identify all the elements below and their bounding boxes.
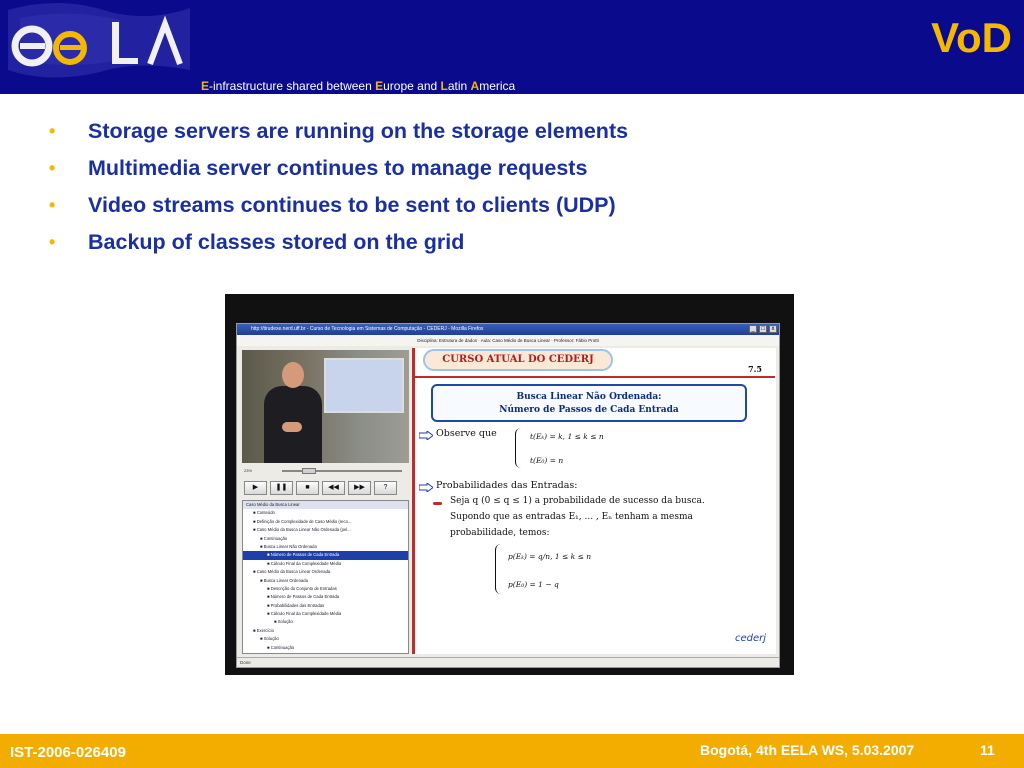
tagline-initial: E bbox=[375, 79, 384, 93]
tree-item[interactable]: ■ Exercício bbox=[253, 627, 274, 633]
tree-item[interactable]: ■ Continuação bbox=[267, 644, 295, 650]
footer-bar bbox=[0, 734, 1024, 768]
tree-item[interactable]: ■ Caso Médio da Busca Linear Não Ordenada (pel... bbox=[253, 527, 351, 533]
stop-button[interactable]: ■ bbox=[296, 481, 319, 495]
header-bar bbox=[0, 0, 1024, 94]
lesson-title-box bbox=[431, 384, 747, 422]
tagline-initial: E bbox=[201, 79, 210, 93]
bullet-item bbox=[46, 229, 628, 266]
arrow-icon bbox=[419, 431, 433, 440]
tagline-initial: L bbox=[440, 79, 448, 93]
presenter-head bbox=[282, 362, 304, 388]
minimize-icon[interactable]: _ bbox=[749, 325, 757, 333]
video-player[interactable] bbox=[242, 350, 409, 463]
dash-icon bbox=[433, 502, 442, 505]
bullet-item bbox=[46, 192, 628, 229]
projected-slide bbox=[324, 358, 404, 413]
bullet-text: Storage servers are running on the storage elements bbox=[88, 119, 629, 143]
tree-item[interactable]: ■ Caso Médio da Busca Linear Ordenada bbox=[253, 569, 331, 575]
rewind-button[interactable]: ◀◀ bbox=[322, 481, 345, 495]
presenter-hands bbox=[282, 422, 302, 432]
bullet-item bbox=[46, 118, 628, 155]
brace bbox=[515, 428, 523, 468]
maximize-icon[interactable]: □ bbox=[759, 325, 767, 333]
video-progress bbox=[242, 466, 409, 476]
math-expression: p(Eₖ) = q/n, 1 ≤ k ≤ n bbox=[508, 552, 592, 561]
event-info: Bogotá, 4th EELA WS, 5.03.2007 bbox=[700, 742, 915, 758]
lesson-title-line: Número de Passos de Cada Entrada bbox=[499, 405, 679, 415]
close-icon[interactable]: x bbox=[769, 325, 777, 333]
help-button[interactable]: ? bbox=[374, 481, 397, 495]
lesson-tree bbox=[242, 500, 409, 654]
tree-item[interactable]: ■ Cálculo Final da Complexidade Média bbox=[267, 611, 342, 617]
tagline-text: -infrastructure shared between bbox=[209, 79, 376, 93]
pause-button[interactable]: ❚❚ bbox=[270, 481, 293, 495]
player-controls bbox=[242, 479, 409, 497]
embedded-screenshot bbox=[225, 294, 794, 675]
window-buttons bbox=[749, 325, 777, 333]
status-bar: Done bbox=[237, 657, 779, 667]
tree-item[interactable]: ■ Conteúdo bbox=[253, 510, 275, 516]
prob-text: Supondo que as entradas E₁, ... , Eₙ tenham a mesma bbox=[450, 512, 693, 522]
seek-handle[interactable] bbox=[302, 468, 316, 474]
tree-item[interactable]: ■ Número de Passos de Cada Entrada bbox=[267, 594, 340, 600]
tagline-text: merica bbox=[479, 79, 516, 93]
window-title: http://tirudexe.nerd.uff.br - Curso de Tecnologia em Sistemas de Computação - CEDERJ - Mozilla Firefox bbox=[237, 324, 779, 335]
prob-text: probabilidade, temos: bbox=[450, 528, 550, 538]
bullet-dot-icon: • bbox=[49, 121, 56, 141]
prob-text: Seja q (0 ≤ q ≤ 1) a probabilidade de sucesso da busca. bbox=[450, 496, 705, 506]
tree-item[interactable]: ■ Solução bbox=[260, 636, 279, 642]
tagline-initial: A bbox=[470, 79, 480, 93]
bullet-list bbox=[46, 118, 628, 266]
bullet-text: Multimedia server continues to manage requests bbox=[88, 156, 588, 180]
lesson-slide bbox=[412, 348, 776, 654]
seek-track[interactable] bbox=[282, 470, 402, 472]
math-expression: p(E₀) = 1 − q bbox=[508, 580, 559, 589]
tree-item[interactable]: ■ Cálculo Final da Complexidade Média bbox=[267, 560, 342, 566]
bullet-dot-icon: • bbox=[49, 158, 56, 178]
tree-item[interactable]: ■ Continuação bbox=[260, 535, 288, 541]
slide-page-number: 7.5 bbox=[748, 364, 762, 374]
math-expression: t(E₀) = n bbox=[530, 456, 564, 465]
lesson-title-line: Busca Linear Não Ordenada: bbox=[516, 392, 662, 402]
forward-button[interactable]: ▶▶ bbox=[348, 481, 371, 495]
tree-item[interactable]: Caso Médio da Busca Linear bbox=[243, 501, 408, 509]
bullet-text: Video streams continues to be sent to clients (UDP) bbox=[88, 193, 616, 217]
tree-item[interactable]: ■ Descrição do Conjunto de Entradas bbox=[267, 585, 337, 591]
course-badge: CURSO ATUAL DO CEDERJ bbox=[423, 349, 613, 371]
project-id: IST-2006-026409 bbox=[10, 744, 126, 761]
discipline-bar: Disciplina: Estrutura de dados · Aula: Caso Médio de Busca Linear · Professor: Fábio Protti bbox=[237, 335, 779, 346]
bullet-text: Backup of classes stored on the grid bbox=[88, 230, 465, 254]
tree-item[interactable]: ■ Número de Passos de Cada Entrada bbox=[243, 551, 408, 559]
math-expression: t(Eₖ) = k, 1 ≤ k ≤ n bbox=[530, 432, 604, 441]
tree-item[interactable]: ■ Probabilidades das Entradas bbox=[267, 602, 325, 608]
progress-label: 23% bbox=[244, 468, 253, 473]
tree-item[interactable]: ■ Definição de Complexidade de Caso Médio (reco... bbox=[253, 518, 352, 524]
eela-logo-icon bbox=[0, 0, 200, 94]
bullet-item bbox=[46, 155, 628, 192]
browser-window bbox=[236, 323, 780, 668]
arrow-icon bbox=[419, 483, 433, 492]
page-number: 11 bbox=[980, 742, 995, 758]
play-button[interactable]: ▶ bbox=[244, 481, 267, 495]
bullet-dot-icon: • bbox=[49, 195, 56, 215]
tree-item[interactable]: ■ Solução bbox=[274, 619, 293, 625]
bullet-dot-icon: • bbox=[49, 232, 56, 252]
divider bbox=[415, 376, 775, 378]
tree-item[interactable]: ■ Busca Linear Não Ordenada bbox=[260, 543, 317, 549]
tree-item[interactable]: ■ Busca Linear Ordenada bbox=[260, 577, 308, 583]
tagline-text: atin bbox=[447, 79, 471, 93]
observe-label: Observe que bbox=[436, 428, 497, 439]
cederj-logo: cederj bbox=[734, 633, 766, 644]
brace bbox=[495, 544, 503, 594]
prob-label: Probabilidades das Entradas: bbox=[436, 480, 578, 491]
page-title: VoD bbox=[931, 14, 1012, 61]
tagline bbox=[201, 79, 515, 93]
tagline-text: urope and bbox=[383, 79, 441, 93]
